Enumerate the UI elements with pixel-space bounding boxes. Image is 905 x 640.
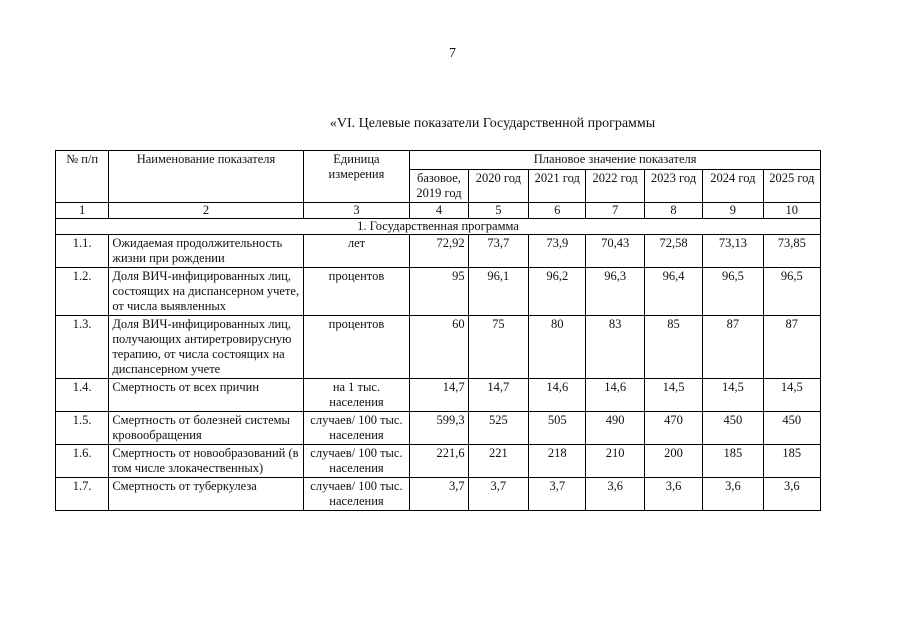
row-number: 1.3.	[56, 316, 109, 379]
row-value: 75	[468, 316, 528, 379]
row-name: Доля ВИЧ-инфицированных лиц, получающих антиретровирусную терапию, от числа состоящих на диспансерном учете	[109, 316, 303, 379]
row-unit: лет	[303, 235, 410, 268]
row-unit: случаев/ 100 тыс. населения	[303, 412, 410, 445]
row-value: 14,5	[644, 379, 702, 412]
row-value: 73,7	[468, 235, 528, 268]
header-year: 2021 год	[529, 170, 586, 203]
row-value: 14,7	[468, 379, 528, 412]
row-value: 14,5	[703, 379, 763, 412]
row-value: 85	[644, 316, 702, 379]
row-value: 14,7	[410, 379, 468, 412]
row-value: 3,6	[763, 478, 820, 511]
column-number: 10	[763, 203, 820, 219]
header-planned: Плановое значение показателя	[410, 151, 821, 170]
column-number: 7	[586, 203, 644, 219]
row-unit: на 1 тыс. населения	[303, 379, 410, 412]
row-value: 70,43	[586, 235, 644, 268]
section-row	[56, 219, 821, 235]
row-value: 3,7	[410, 478, 468, 511]
row-value: 96,5	[763, 268, 820, 316]
row-name: Ожидаемая продолжительность жизни при рождении	[109, 235, 303, 268]
column-number: 6	[529, 203, 586, 219]
row-value: 200	[644, 445, 702, 478]
row-value: 73,13	[703, 235, 763, 268]
row-value: 525	[468, 412, 528, 445]
row-unit: процентов	[303, 316, 410, 379]
row-value: 185	[763, 445, 820, 478]
row-value: 470	[644, 412, 702, 445]
column-number: 4	[410, 203, 468, 219]
header-num: № п/п	[56, 151, 109, 203]
row-value: 599,3	[410, 412, 468, 445]
row-value: 505	[529, 412, 586, 445]
header-year: 2020 год	[468, 170, 528, 203]
row-value: 60	[410, 316, 468, 379]
row-value: 96,1	[468, 268, 528, 316]
row-number: 1.2.	[56, 268, 109, 316]
row-value: 14,6	[586, 379, 644, 412]
row-value: 3,6	[586, 478, 644, 511]
row-value: 3,7	[468, 478, 528, 511]
section-label: 1. Государственная программа	[56, 219, 821, 235]
row-value: 96,4	[644, 268, 702, 316]
table-row	[56, 379, 821, 412]
row-value: 221,6	[410, 445, 468, 478]
column-number: 8	[644, 203, 702, 219]
row-value: 3,6	[644, 478, 702, 511]
row-name: Смертность от туберкулеза	[109, 478, 303, 511]
row-value: 3,6	[703, 478, 763, 511]
row-value: 221	[468, 445, 528, 478]
row-value: 14,5	[763, 379, 820, 412]
row-value: 490	[586, 412, 644, 445]
row-number: 1.4.	[56, 379, 109, 412]
header-year: базовое, 2019 год	[410, 170, 468, 203]
row-number: 1.5.	[56, 412, 109, 445]
column-numbers-row	[56, 203, 821, 219]
row-value: 73,9	[529, 235, 586, 268]
column-number: 1	[56, 203, 109, 219]
row-value: 80	[529, 316, 586, 379]
row-name: Доля ВИЧ-инфицированных лиц, состоящих на диспансерном учете, от числа выявленных	[109, 268, 303, 316]
row-value: 87	[763, 316, 820, 379]
row-value: 72,92	[410, 235, 468, 268]
header-year: 2022 год	[586, 170, 644, 203]
row-name: Смертность от всех причин	[109, 379, 303, 412]
row-value: 96,2	[529, 268, 586, 316]
row-value: 3,7	[529, 478, 586, 511]
header-year: 2024 год	[703, 170, 763, 203]
row-number: 1.1.	[56, 235, 109, 268]
row-value: 210	[586, 445, 644, 478]
row-number: 1.7.	[56, 478, 109, 511]
indicators-table	[55, 150, 821, 511]
row-value: 87	[703, 316, 763, 379]
header-name: Наименование показателя	[109, 151, 303, 203]
header-year: 2023 год	[644, 170, 702, 203]
row-value: 185	[703, 445, 763, 478]
row-value: 218	[529, 445, 586, 478]
table-row	[56, 478, 821, 511]
header-year: 2025 год	[763, 170, 820, 203]
row-value: 96,3	[586, 268, 644, 316]
row-value: 73,85	[763, 235, 820, 268]
row-value: 14,6	[529, 379, 586, 412]
row-value: 83	[586, 316, 644, 379]
table-row	[56, 316, 821, 379]
column-number: 3	[303, 203, 410, 219]
section-title: «VI. Целевые показатели Государственной программы	[329, 116, 656, 131]
column-number: 9	[703, 203, 763, 219]
row-value: 95	[410, 268, 468, 316]
header-unit: Единица измерения	[303, 151, 410, 203]
table-row	[56, 445, 821, 478]
row-name: Смертность от болезней системы кровообращения	[109, 412, 303, 445]
row-number: 1.6.	[56, 445, 109, 478]
row-value: 450	[763, 412, 820, 445]
table-row	[56, 268, 821, 316]
header-row	[56, 151, 821, 170]
row-value: 72,58	[644, 235, 702, 268]
row-value: 96,5	[703, 268, 763, 316]
row-unit: процентов	[303, 268, 410, 316]
column-number: 2	[109, 203, 303, 219]
page-number: 7	[449, 46, 456, 61]
row-unit: случаев/ 100 тыс. населения	[303, 445, 410, 478]
table-row	[56, 412, 821, 445]
row-name: Смертность от новообразований (в том числе злокачественных)	[109, 445, 303, 478]
row-value: 450	[703, 412, 763, 445]
row-unit: случаев/ 100 тыс. населения	[303, 478, 410, 511]
column-number: 5	[468, 203, 528, 219]
table-row	[56, 235, 821, 268]
